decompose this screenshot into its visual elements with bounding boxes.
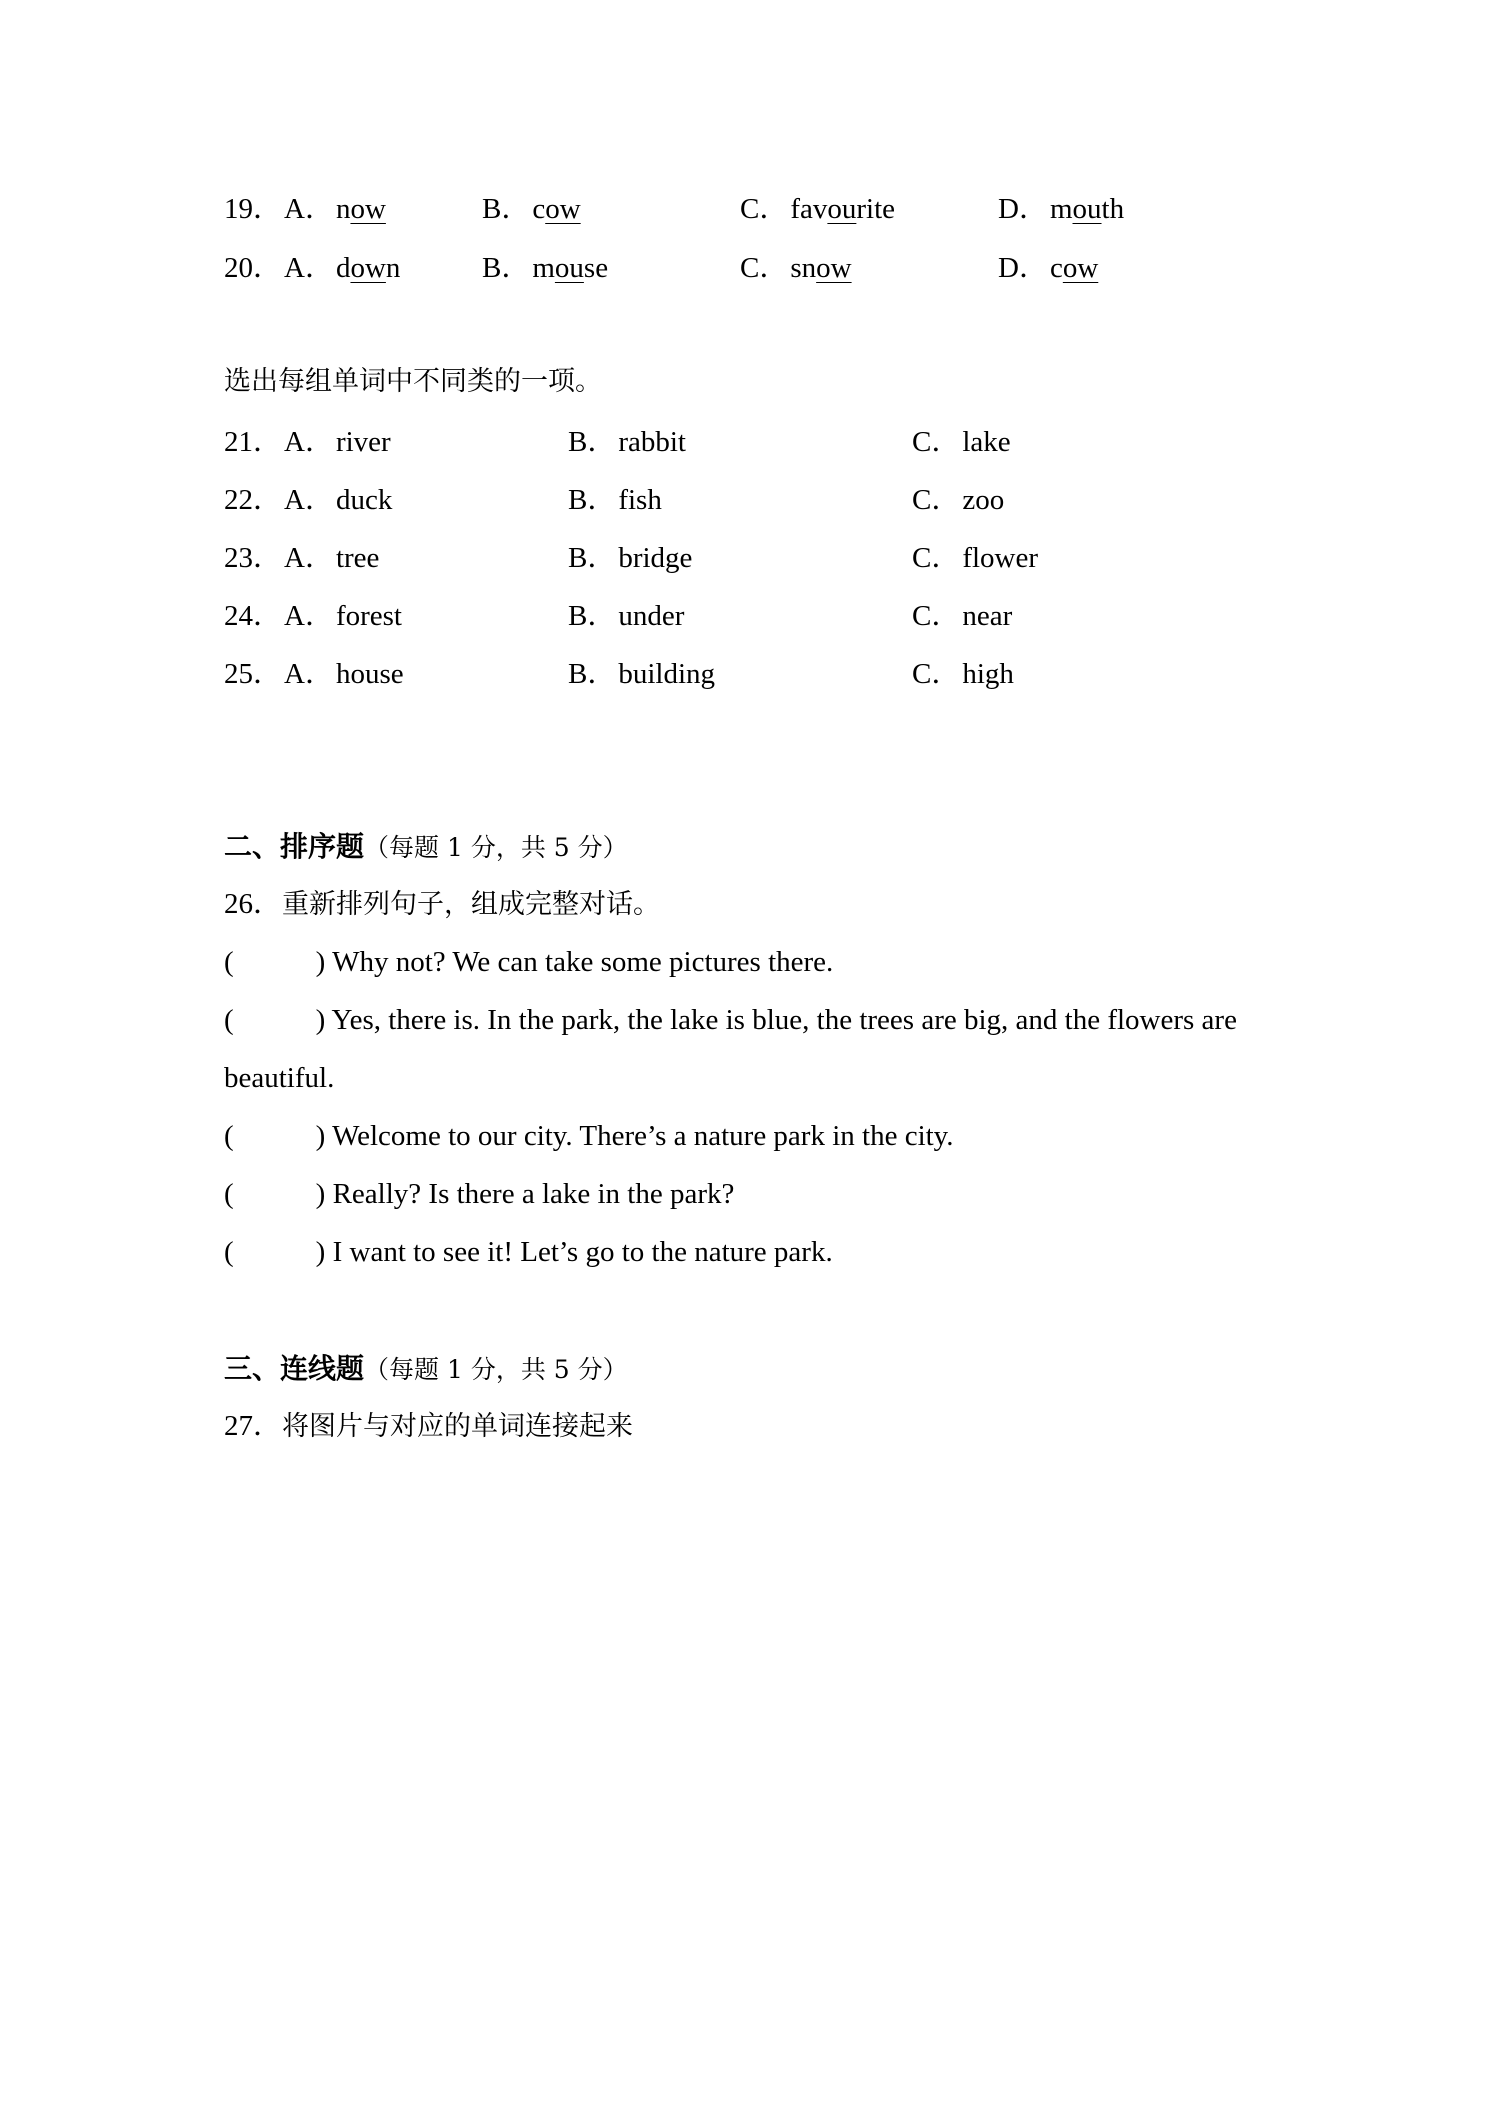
section-2-heading: 二、排序题（每题 1 分，共 5 分）: [224, 830, 628, 863]
option-a: A．forest: [284, 600, 402, 632]
option-a: A．river: [284, 426, 391, 458]
option-c: C．favourite: [740, 193, 896, 225]
ordering-line-2: ( ) Yes, there is. In the park, the lake is blue, the trees are big, and the flowers are: [224, 1004, 1237, 1036]
option-b: B．fish: [568, 484, 662, 516]
section-3-heading: 三、连线题（每题 1 分，共 5 分）: [224, 1352, 628, 1385]
option-c: C．near: [912, 600, 1013, 632]
question-number: 24．: [224, 600, 283, 632]
option-a: A．tree: [284, 542, 380, 574]
ordering-line-3: ( ) Welcome to our city. There’s a nature park in the city.: [224, 1120, 954, 1152]
option-a: A．down: [284, 252, 401, 284]
option-b: B．under: [568, 600, 685, 632]
option-c: C．zoo: [912, 484, 1005, 516]
option-b: B．bridge: [568, 542, 693, 574]
ordering-line-2-continuation: beautiful.: [224, 1062, 335, 1094]
ordering-line-5: ( ) I want to see it! Let’s go to the nature park.: [224, 1236, 833, 1268]
option-a: A．now: [284, 193, 386, 225]
option-c: C．high: [912, 658, 1014, 690]
question-number: 27．: [224, 1410, 283, 1442]
question-number: 20．: [224, 252, 283, 284]
option-b: B．building: [568, 658, 716, 690]
ordering-line-4: ( ) Really? Is there a lake in the park?: [224, 1178, 735, 1210]
option-c: C．snow: [740, 252, 852, 284]
option-b: B．mouse: [482, 252, 609, 284]
option-d: D．mouth: [998, 193, 1125, 225]
question-number: 22．: [224, 484, 283, 516]
question-27-prompt: 27．将图片与对应的单词连接起来: [224, 1410, 634, 1442]
question-number: 19．: [224, 193, 283, 225]
ordering-line-1: ( ) Why not? We can take some pictures there.: [224, 946, 834, 978]
question-number: 25．: [224, 658, 283, 690]
question-26-prompt: 26．重新排列句子，组成完整对话。: [224, 888, 661, 920]
question-number: 23．: [224, 542, 283, 574]
option-b: B．cow: [482, 193, 581, 225]
question-number: 21．: [224, 426, 283, 458]
option-b: B．rabbit: [568, 426, 686, 458]
option-d: D．cow: [998, 252, 1099, 284]
odd-one-out-instruction: 选出每组单词中不同类的一项。: [224, 366, 602, 397]
question-number: 26．: [224, 888, 283, 920]
option-a: A．house: [284, 658, 404, 690]
option-c: C．lake: [912, 426, 1011, 458]
option-a: A．duck: [284, 484, 393, 516]
option-c: C．flower: [912, 542, 1039, 574]
